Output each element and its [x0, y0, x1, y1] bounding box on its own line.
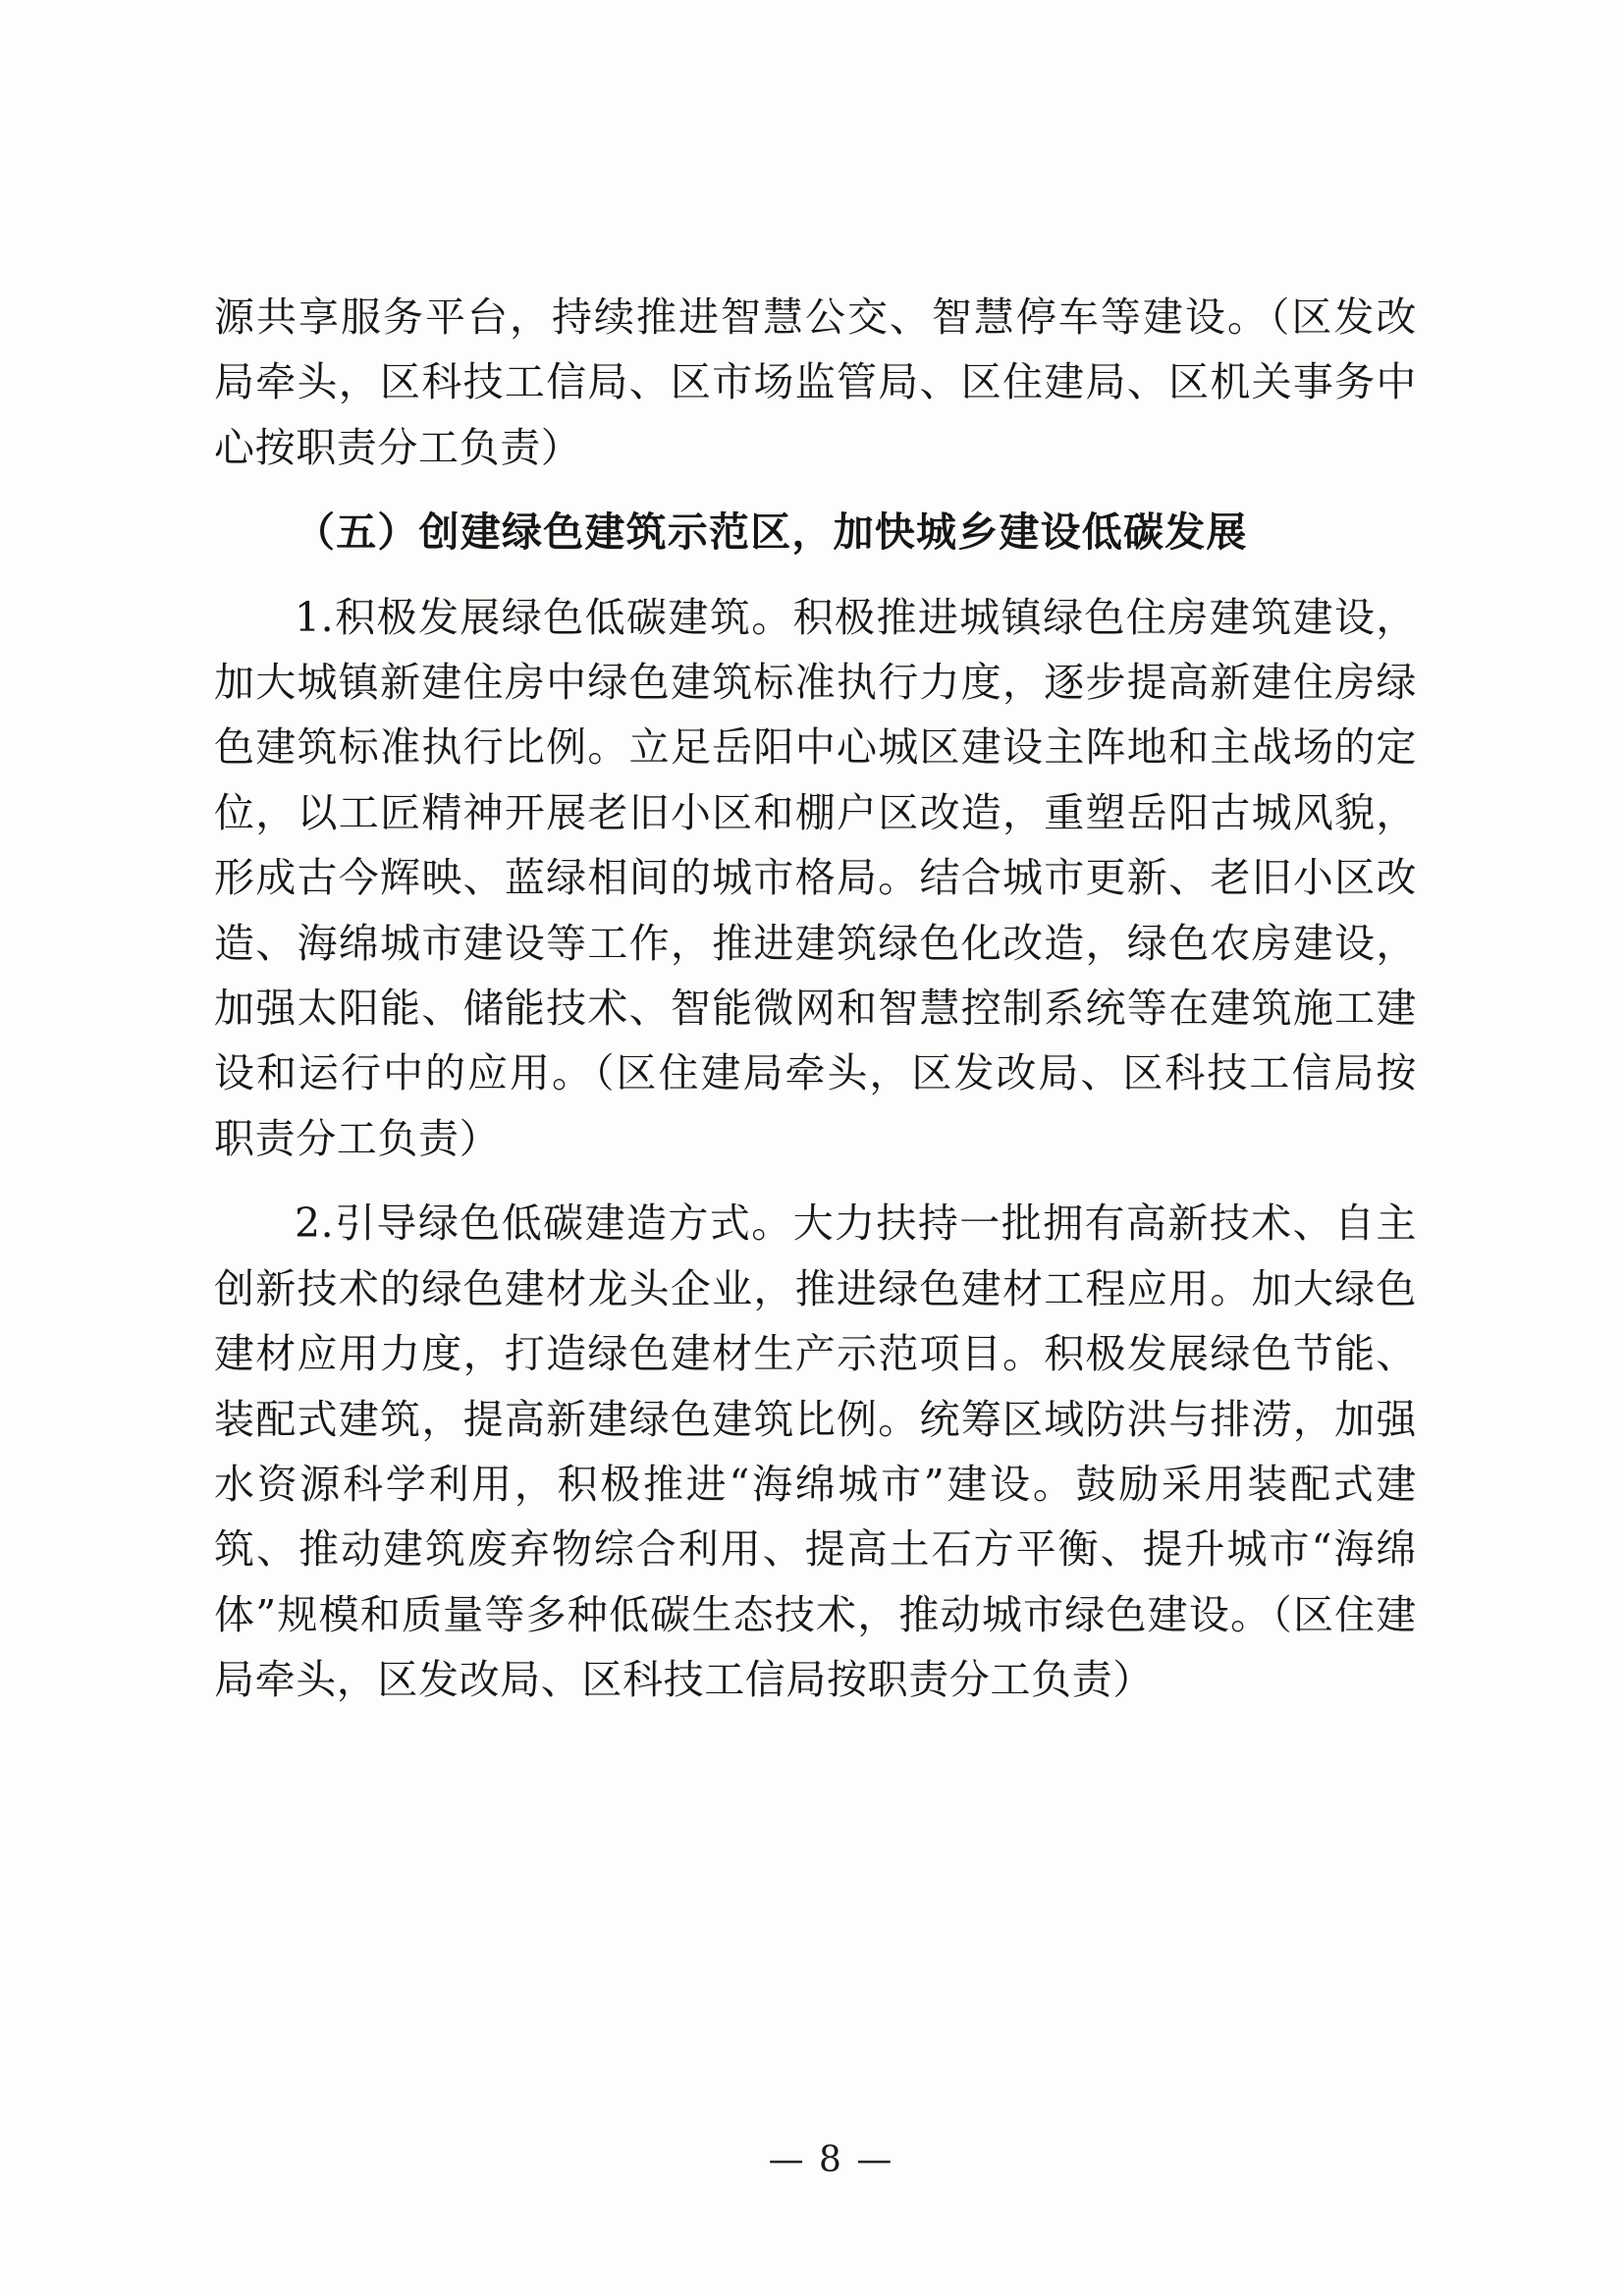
- paragraph-item-2: 2.引导绿色低碳建造方式。大力扶持一批拥有高新技术、自主创新技术的绿色建材龙头企业，推进绿色建材工程应用。加大绿色建材应用力度，打造绿色建材生产示范项目。积极发展绿色节能、装配式建筑，提高新建绿色建筑比例。统筹区域防洪与排涝，加强水资源科学利用，积极推进“海绵城市”建设。鼓励采用装配式建筑、推动建筑废弃物综合利用、提高土石方平衡、提升城市“海绵体”规模和质量等多种低碳生态技术，推动城市绿色建设。（区住建局牵头，区发改局、区科技工信局按职责分工负责）: [214, 1200, 1417, 1704]
- paragraph-spacer: [214, 565, 1417, 585]
- paragraph-spacer: [214, 480, 1417, 500]
- page-number: — 8 —: [768, 2140, 894, 2180]
- paragraph-item-1: 1.积极发展绿色低碳建筑。积极推进城镇绿色住房建筑建设，加大城镇新建住房中绿色建筑标准执行力度，逐步提高新建住房绿色建筑标准执行比例。立足岳阳中心城区建设主阵地和主战场的定位，以工匠精神开展老旧小区和棚户区改造，重塑岳阳古城风貌，形成古今辉映、蓝绿相间的城市格局。结合城市更新、老旧小区改造、海绵城市建设等工作，推进建筑绿色化改造，绿色农房建设，加强太阳能、储能技术、智能微网和智慧控制系统等在建筑施工建设和运行中的应用。（区住建局牵头，区发改局、区科技工信局按职责分工负责）: [214, 593, 1417, 1162]
- paragraph-spacer: [214, 1171, 1417, 1191]
- paragraph-continuation: 源共享服务平台，持续推进智慧公交、智慧停车等建设。（区发改局牵头，区科技工信局、区市场监管局、区住建局、区机关事务中心按职责分工负责）: [214, 294, 1417, 471]
- document-body: [214, 285, 1417, 1713]
- section-heading: （五）创建绿色建筑示范区，加快城乡建设低碳发展: [295, 508, 1248, 557]
